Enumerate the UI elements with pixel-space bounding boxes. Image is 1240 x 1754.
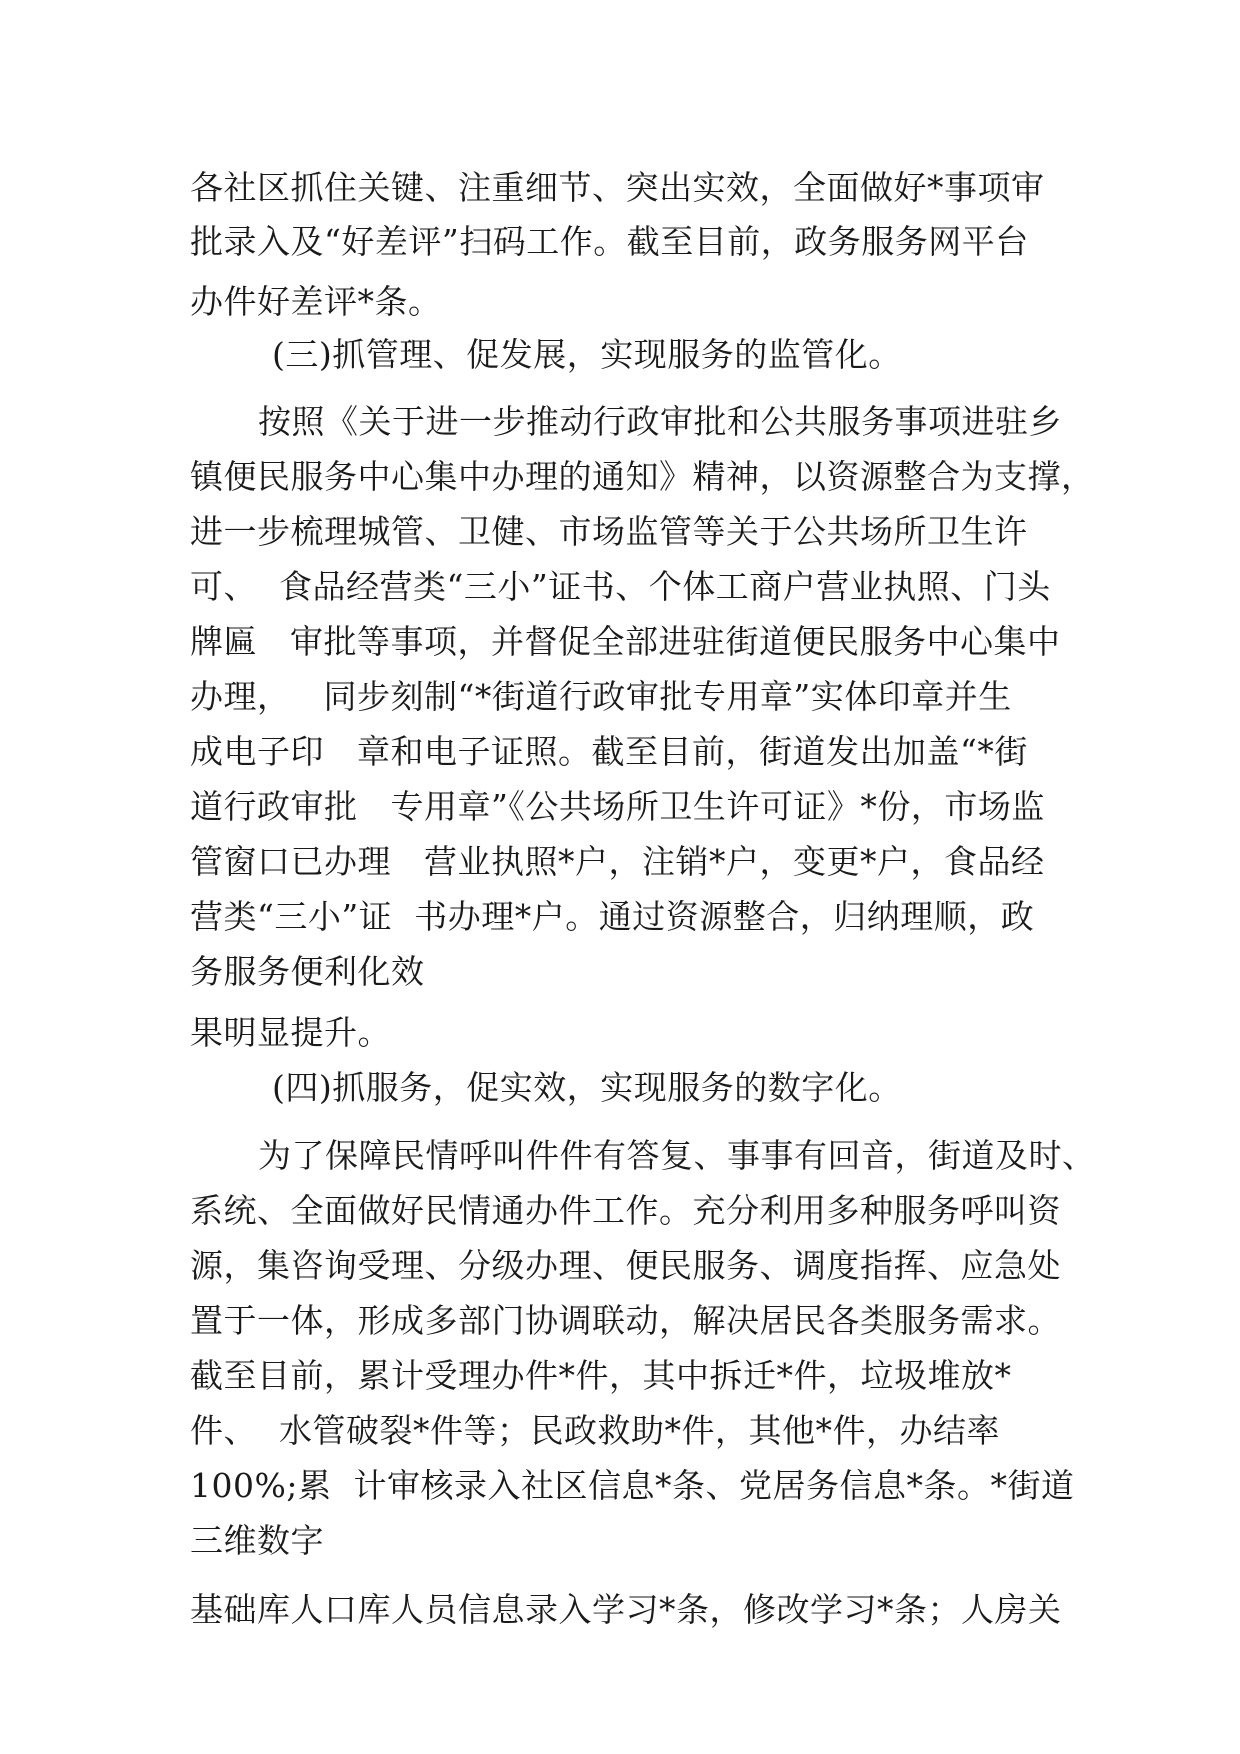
- text-line: 批录入及“好差评”扫码工作。截至目前，政务服务网平台: [190, 222, 1029, 261]
- text-line: 成电子印 章和电子证照。截至目前，街道发出加盖“*街: [190, 732, 1028, 771]
- text-line: 进一步梳理城管、卫健、市场监管等关于公共场所卫生许: [190, 512, 1028, 551]
- text-line: 基础库人口库人员信息录入学习*条，修改学习*条；人房关: [190, 1590, 1062, 1629]
- section-heading: (四)抓服务，促实效，实现服务的数字化。: [272, 1068, 902, 1107]
- text-line: 系统、全面做好民情通办件工作。充分利用多种服务呼叫资: [190, 1191, 1061, 1230]
- text-line: 镇便民服务中心集中办理的通知》精神，以资源整合为支撑，: [190, 457, 1095, 496]
- text-line: 截至目前，累计受理办件*件，其中拆迁*件，垃圾堆放*: [190, 1356, 1012, 1395]
- paragraph-start: 为了保障民情呼叫件件有答复、事事有回音，街道及时、: [258, 1136, 1096, 1175]
- text-line: 道行政审批 专用章”《公共场所卫生许可证》*份，市场监: [190, 787, 1045, 826]
- text-line: 件、 水管破裂*件等；民政救助*件，其他*件，办结率: [190, 1411, 1000, 1450]
- text-line: 各社区抓住关键、注重细节、突出实效，全面做好*事项审: [190, 168, 1045, 207]
- text-line: 办理， 同步刻制“*街道行政审批专用章”实体印章并生: [190, 677, 1012, 716]
- text-line: 办件好差评*条。: [190, 282, 442, 321]
- text-line: 务服务便利化效: [190, 952, 425, 991]
- text-line: 牌匾 审批等事项，并督促全部进驻街道便民服务中心集中: [190, 622, 1061, 661]
- text-line: 可、 食品经营类“三小”证书、个体工商户营业执照、门头: [190, 567, 1051, 606]
- text-line: 营类“三小”证 书办理*户。通过资源整合，归纳理顺，政: [190, 897, 1035, 936]
- paragraph-start: 按照《关于进一步推动行政审批和公共服务事项进驻乡: [258, 402, 1062, 441]
- text-line: 100%;累 计审核录入社区信息*条、党居务信息*条。*街道: [190, 1466, 1075, 1505]
- text-line: 源，集咨询受理、分级办理、便民服务、调度指挥、应急处: [190, 1246, 1061, 1285]
- section-heading: (三)抓管理、促发展，实现服务的监管化。: [272, 335, 902, 374]
- text-line: 果明显提升。: [190, 1013, 391, 1052]
- text-line: 置于一体，形成多部门协调联动，解决居民各类服务需求。: [190, 1301, 1061, 1340]
- text-line: 三维数字: [190, 1521, 324, 1560]
- text-line: 管窗口已办理 营业执照*户，注销*户，变更*户，食品经: [190, 842, 1045, 881]
